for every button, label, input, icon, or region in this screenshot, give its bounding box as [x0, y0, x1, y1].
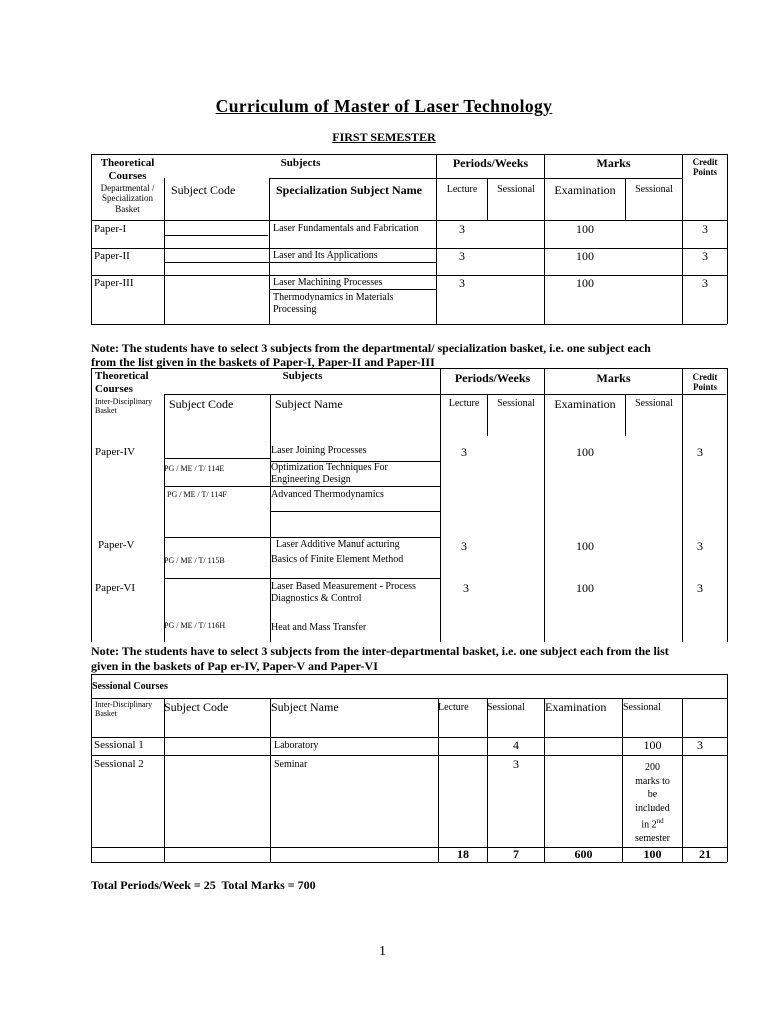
- header-lecture: Lecture: [446, 184, 478, 195]
- header-subject-name: Subject Name: [271, 700, 339, 714]
- subject-name: Laser Machining Processes: [273, 277, 383, 288]
- credit-value: 3: [702, 276, 708, 290]
- header-lecture: Lecture: [438, 702, 469, 713]
- total-sessional: 7: [513, 847, 519, 861]
- header-periods-weeks: Periods/Weeks: [452, 156, 529, 170]
- subject-name: Heat and Mass Transfer: [271, 622, 367, 633]
- subject-code: PG / ME / T/ 115B: [164, 556, 225, 565]
- header-periods-weeks: Periods/Weeks: [454, 371, 531, 385]
- header-subject-code: Subject Code: [169, 397, 234, 411]
- subject-name: Seminar: [274, 759, 308, 770]
- row-course-label: Sessional 1: [94, 739, 144, 751]
- row-paper-label: Paper-VI: [95, 582, 136, 594]
- subject-name: Laser Additive Manuf acturing: [276, 539, 400, 550]
- sessional-value: 4: [513, 738, 519, 752]
- header-marks-sessional: Sessional: [623, 702, 661, 713]
- total-examination: 600: [574, 847, 593, 861]
- page-title: Curriculum of Master of Laser Technology: [215, 96, 553, 116]
- header-basket: Inter-Disciplinary Basket: [95, 397, 153, 416]
- row-paper-label: Paper-I: [94, 223, 127, 235]
- header-theoretical-courses: Theoretical Courses: [100, 157, 155, 182]
- examination-value: 100: [576, 581, 594, 595]
- header-sessional: Sessional: [487, 702, 525, 713]
- credit-value: 3: [702, 222, 708, 236]
- header-subjects: Subjects: [282, 370, 323, 382]
- marks-note: 200 marks to be included in 2nd semester: [635, 762, 670, 845]
- header-basket: Inter-Disciplinary Basket: [95, 700, 153, 719]
- header-marks-sessional: Sessional: [635, 184, 673, 195]
- header-examination: Examination: [554, 397, 616, 411]
- header-lecture: Lecture: [448, 398, 480, 409]
- subject-code: PG / ME / T/ 116H: [164, 621, 226, 630]
- lecture-value: 3: [461, 539, 467, 553]
- credit-value: 3: [697, 581, 703, 595]
- total-summary: Total Periods/Week = 25 Total Marks = 700: [91, 878, 316, 892]
- row-paper-label: Paper-III: [94, 277, 134, 289]
- header-examination: Examination: [554, 183, 616, 197]
- header-credit-points: Credit Points: [692, 372, 718, 393]
- row-paper-label: Paper-II: [94, 250, 130, 262]
- header-subject-name: Subject Name: [275, 397, 343, 411]
- header-subject-code: Subject Code: [171, 183, 236, 197]
- semester-heading: FIRST SEMESTER: [332, 130, 436, 144]
- header-sessional: Sessional: [497, 398, 535, 409]
- note-inter-departmental: Note: The students have to select 3 subjects from the inter-departmental basket, i.e. one subject each from the list given in the baskets of Pap er-IV, Paper-V and Paper-VI: [91, 644, 669, 673]
- credit-value: 3: [702, 249, 708, 263]
- header-marks-sessional: Sessional: [635, 398, 673, 409]
- subject-name: Advanced Thermodynamics: [271, 489, 384, 500]
- marks-sessional-value: 100: [643, 738, 662, 752]
- header-examination: Examination: [545, 700, 607, 714]
- credit-value: 3: [697, 539, 703, 553]
- note-departmental: Note: The students have to select 3 subjects from the departmental/ specialization basket, i.e. one subject each from the list given in the baskets of Paper-I, Paper-II and Paper-III: [91, 341, 651, 369]
- subject-name: Laser Joining Processes: [271, 445, 367, 456]
- credit-value: 3: [697, 445, 703, 459]
- subject-name: Laser and Its Applications: [273, 250, 378, 261]
- subject-name: Laboratory: [274, 740, 319, 751]
- header-subject-name: Specialization Subject Name: [276, 183, 422, 197]
- subject-name: Basics of Finite Element Method: [271, 554, 404, 565]
- header-marks: Marks: [596, 156, 631, 170]
- subject-name: Optimization Techniques For Engineering Design: [271, 462, 388, 485]
- sessional-value: 3: [513, 757, 519, 771]
- header-marks: Marks: [596, 371, 631, 385]
- total-lecture: 18: [457, 847, 469, 861]
- lecture-value: 3: [459, 222, 465, 236]
- subject-code: PG / ME / T/ 114E: [164, 464, 225, 473]
- examination-value: 100: [576, 222, 594, 236]
- credit-value: 3: [697, 738, 703, 752]
- header-subjects: Subjects: [280, 157, 321, 169]
- lecture-value: 3: [463, 581, 469, 595]
- subject-name: Laser Based Measurement - Process Diagnostics & Control: [271, 581, 416, 604]
- examination-value: 100: [576, 539, 594, 553]
- subject-name: Thermodynamics in Materials Processing: [273, 292, 394, 315]
- header-basket: Departmental / Specialization Basket: [100, 183, 155, 214]
- lecture-value: 3: [459, 276, 465, 290]
- total-marks-sessional: 100: [643, 847, 662, 861]
- header-sessional: Sessional: [497, 184, 535, 195]
- total-credit: 21: [699, 847, 711, 861]
- subject-code: PG / ME / T/ 114F: [167, 490, 227, 499]
- lecture-value: 3: [459, 249, 465, 263]
- examination-value: 100: [576, 445, 594, 459]
- row-paper-label: Paper-V: [98, 539, 135, 551]
- lecture-value: 3: [461, 445, 467, 459]
- row-paper-label: Paper-IV: [95, 446, 136, 458]
- page-number: 1: [379, 944, 386, 959]
- header-credit-points: Credit Points: [692, 157, 718, 178]
- examination-value: 100: [576, 249, 594, 263]
- subject-name: Laser Fundamentals and Fabrication: [273, 223, 419, 234]
- header-theoretical-courses: Theoretical Courses: [95, 370, 149, 395]
- header-sessional-courses: Sessional Courses: [92, 681, 168, 692]
- row-course-label: Sessional 2: [94, 758, 144, 770]
- examination-value: 100: [576, 276, 594, 290]
- header-subject-code: Subject Code: [164, 700, 229, 714]
